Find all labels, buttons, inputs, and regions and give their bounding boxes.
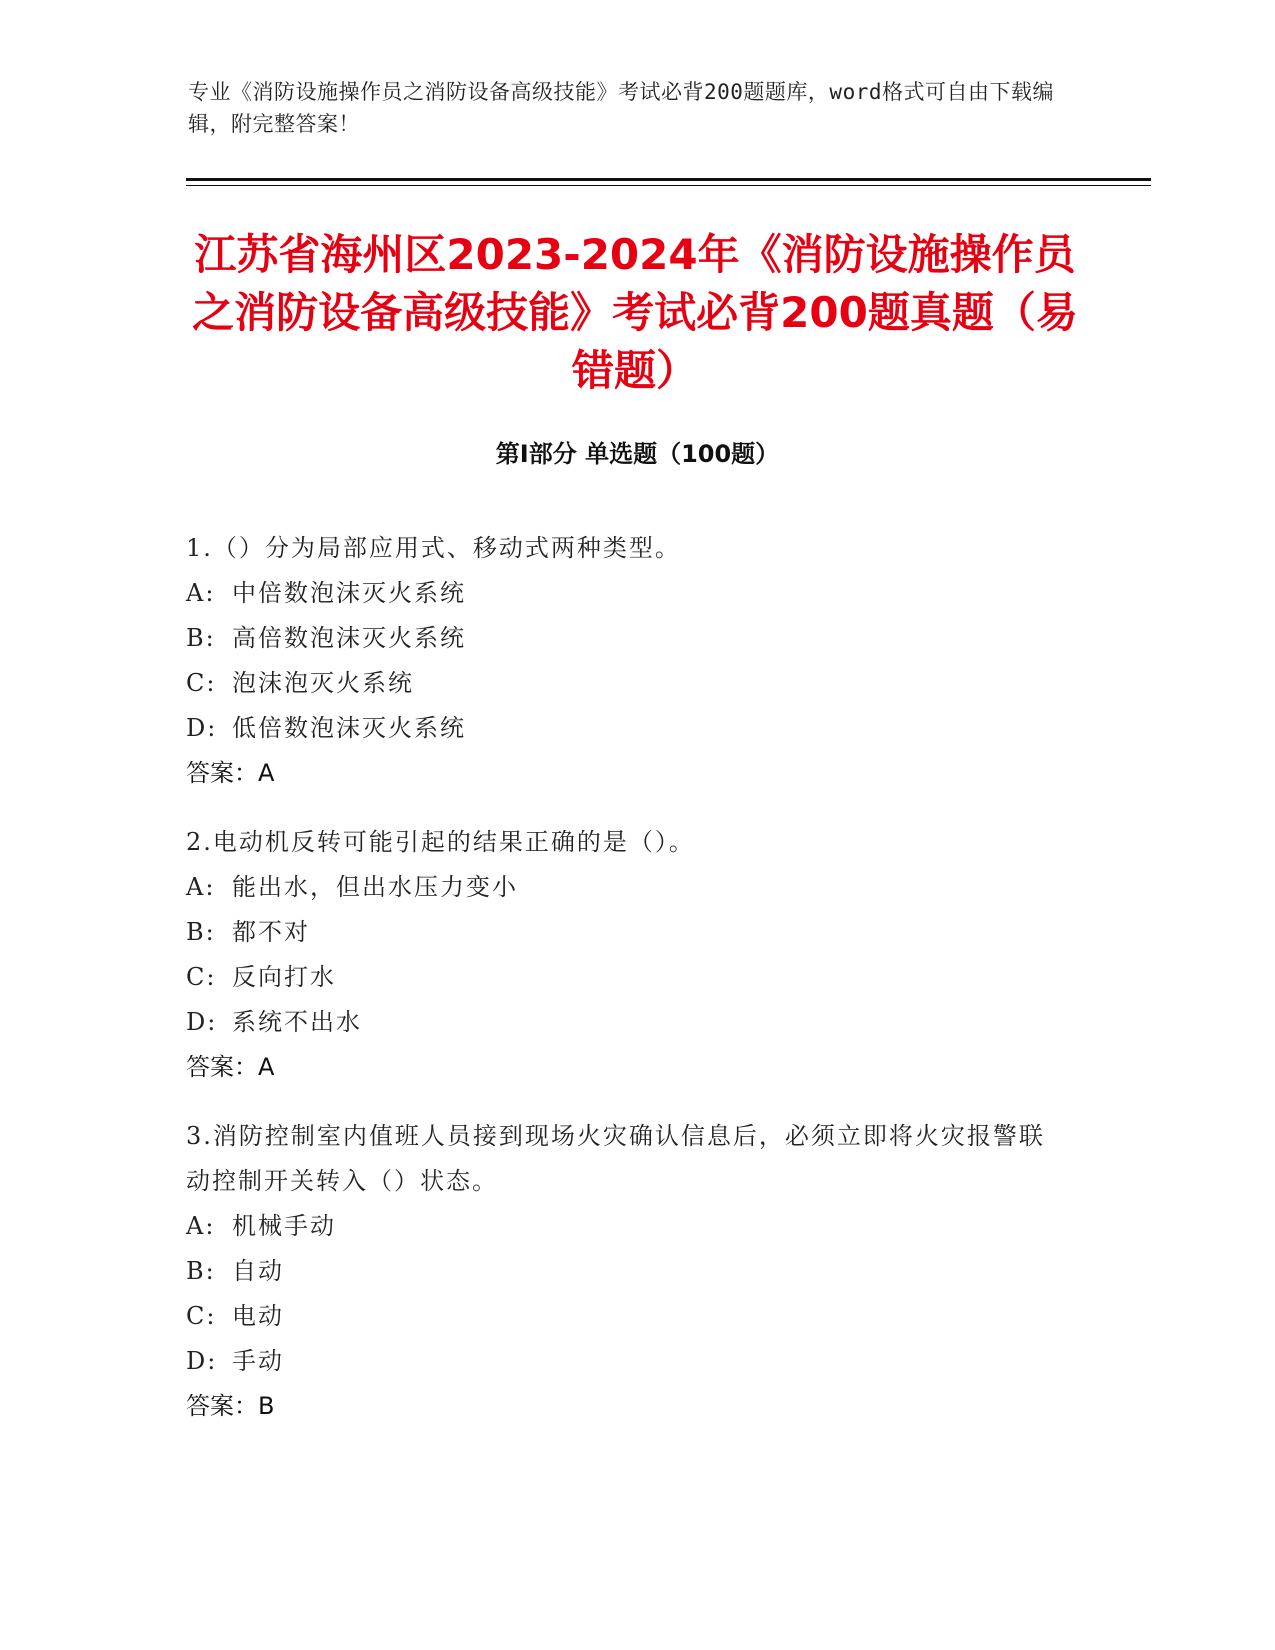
question-3: [186, 1114, 1066, 1429]
answer-line: 答案：A: [186, 759, 275, 787]
question-2: [186, 820, 1066, 1090]
header-divider-thick: [186, 178, 1151, 181]
option-letter: B:: [186, 1257, 216, 1285]
answer-line: 答案：B: [186, 1392, 275, 1420]
option-text: 都不对: [232, 918, 310, 946]
header-note: 专业《消防设施操作员之消防设备高级技能》考试必背200题题库，word格式可自由下载编辑，附完整答案！: [188, 80, 1054, 136]
option-text: 机械手动: [232, 1212, 336, 1240]
option-a: [186, 865, 1066, 910]
option-text: 自动: [232, 1257, 284, 1285]
answer-line: 答案：A: [186, 1053, 275, 1081]
option-c: [186, 661, 1066, 706]
option-letter: A:: [186, 873, 216, 901]
question-text: 3.消防控制室内值班人员接到现场火灾确认信息后，必须立即将火灾报警联动控制开关转入（）状态。: [186, 1122, 1045, 1195]
question-text: 2.电动机反转可能引起的结果正确的是（）。: [186, 828, 695, 856]
option-a: [186, 1204, 1066, 1249]
question-1: [186, 526, 1066, 796]
section-heading: 第I部分 单选题（100题）: [495, 440, 780, 468]
option-text: 低倍数泡沫灭火系统: [232, 714, 466, 742]
option-letter: D:: [186, 714, 218, 742]
option-c: [186, 955, 1066, 1000]
header-divider-thin: [186, 185, 1151, 186]
option-letter: C:: [186, 669, 217, 697]
option-letter: B:: [186, 624, 216, 652]
option-text: 泡沫泡灭火系统: [232, 669, 414, 697]
option-text: 能出水，但出水压力变小: [232, 873, 518, 901]
option-b: [186, 1249, 1066, 1294]
option-d: [186, 1339, 1066, 1384]
option-d: [186, 1000, 1066, 1045]
option-letter: D:: [186, 1347, 218, 1375]
option-text: 中倍数泡沫灭火系统: [232, 579, 466, 607]
question-list: [186, 526, 1066, 1453]
option-text: 电动: [232, 1302, 284, 1330]
document-title: 江苏省海州区2023-2024年《消防设施操作员之消防设备高级技能》考试必背200题真题（易错题）: [192, 230, 1078, 395]
option-text: 反向打水: [232, 963, 336, 991]
option-c: [186, 1294, 1066, 1339]
option-text: 高倍数泡沫灭火系统: [232, 624, 466, 652]
option-text: 手动: [232, 1347, 284, 1375]
question-text: 1.（）分为局部应用式、移动式两种类型。: [186, 534, 681, 562]
option-a: [186, 571, 1066, 616]
option-text: 系统不出水: [232, 1008, 362, 1036]
option-letter: C:: [186, 1302, 217, 1330]
option-d: [186, 706, 1066, 751]
option-letter: C:: [186, 963, 217, 991]
option-b: [186, 910, 1066, 955]
option-letter: B:: [186, 918, 216, 946]
option-letter: A:: [186, 579, 216, 607]
option-letter: A:: [186, 1212, 216, 1240]
option-letter: D:: [186, 1008, 218, 1036]
option-b: [186, 616, 1066, 661]
